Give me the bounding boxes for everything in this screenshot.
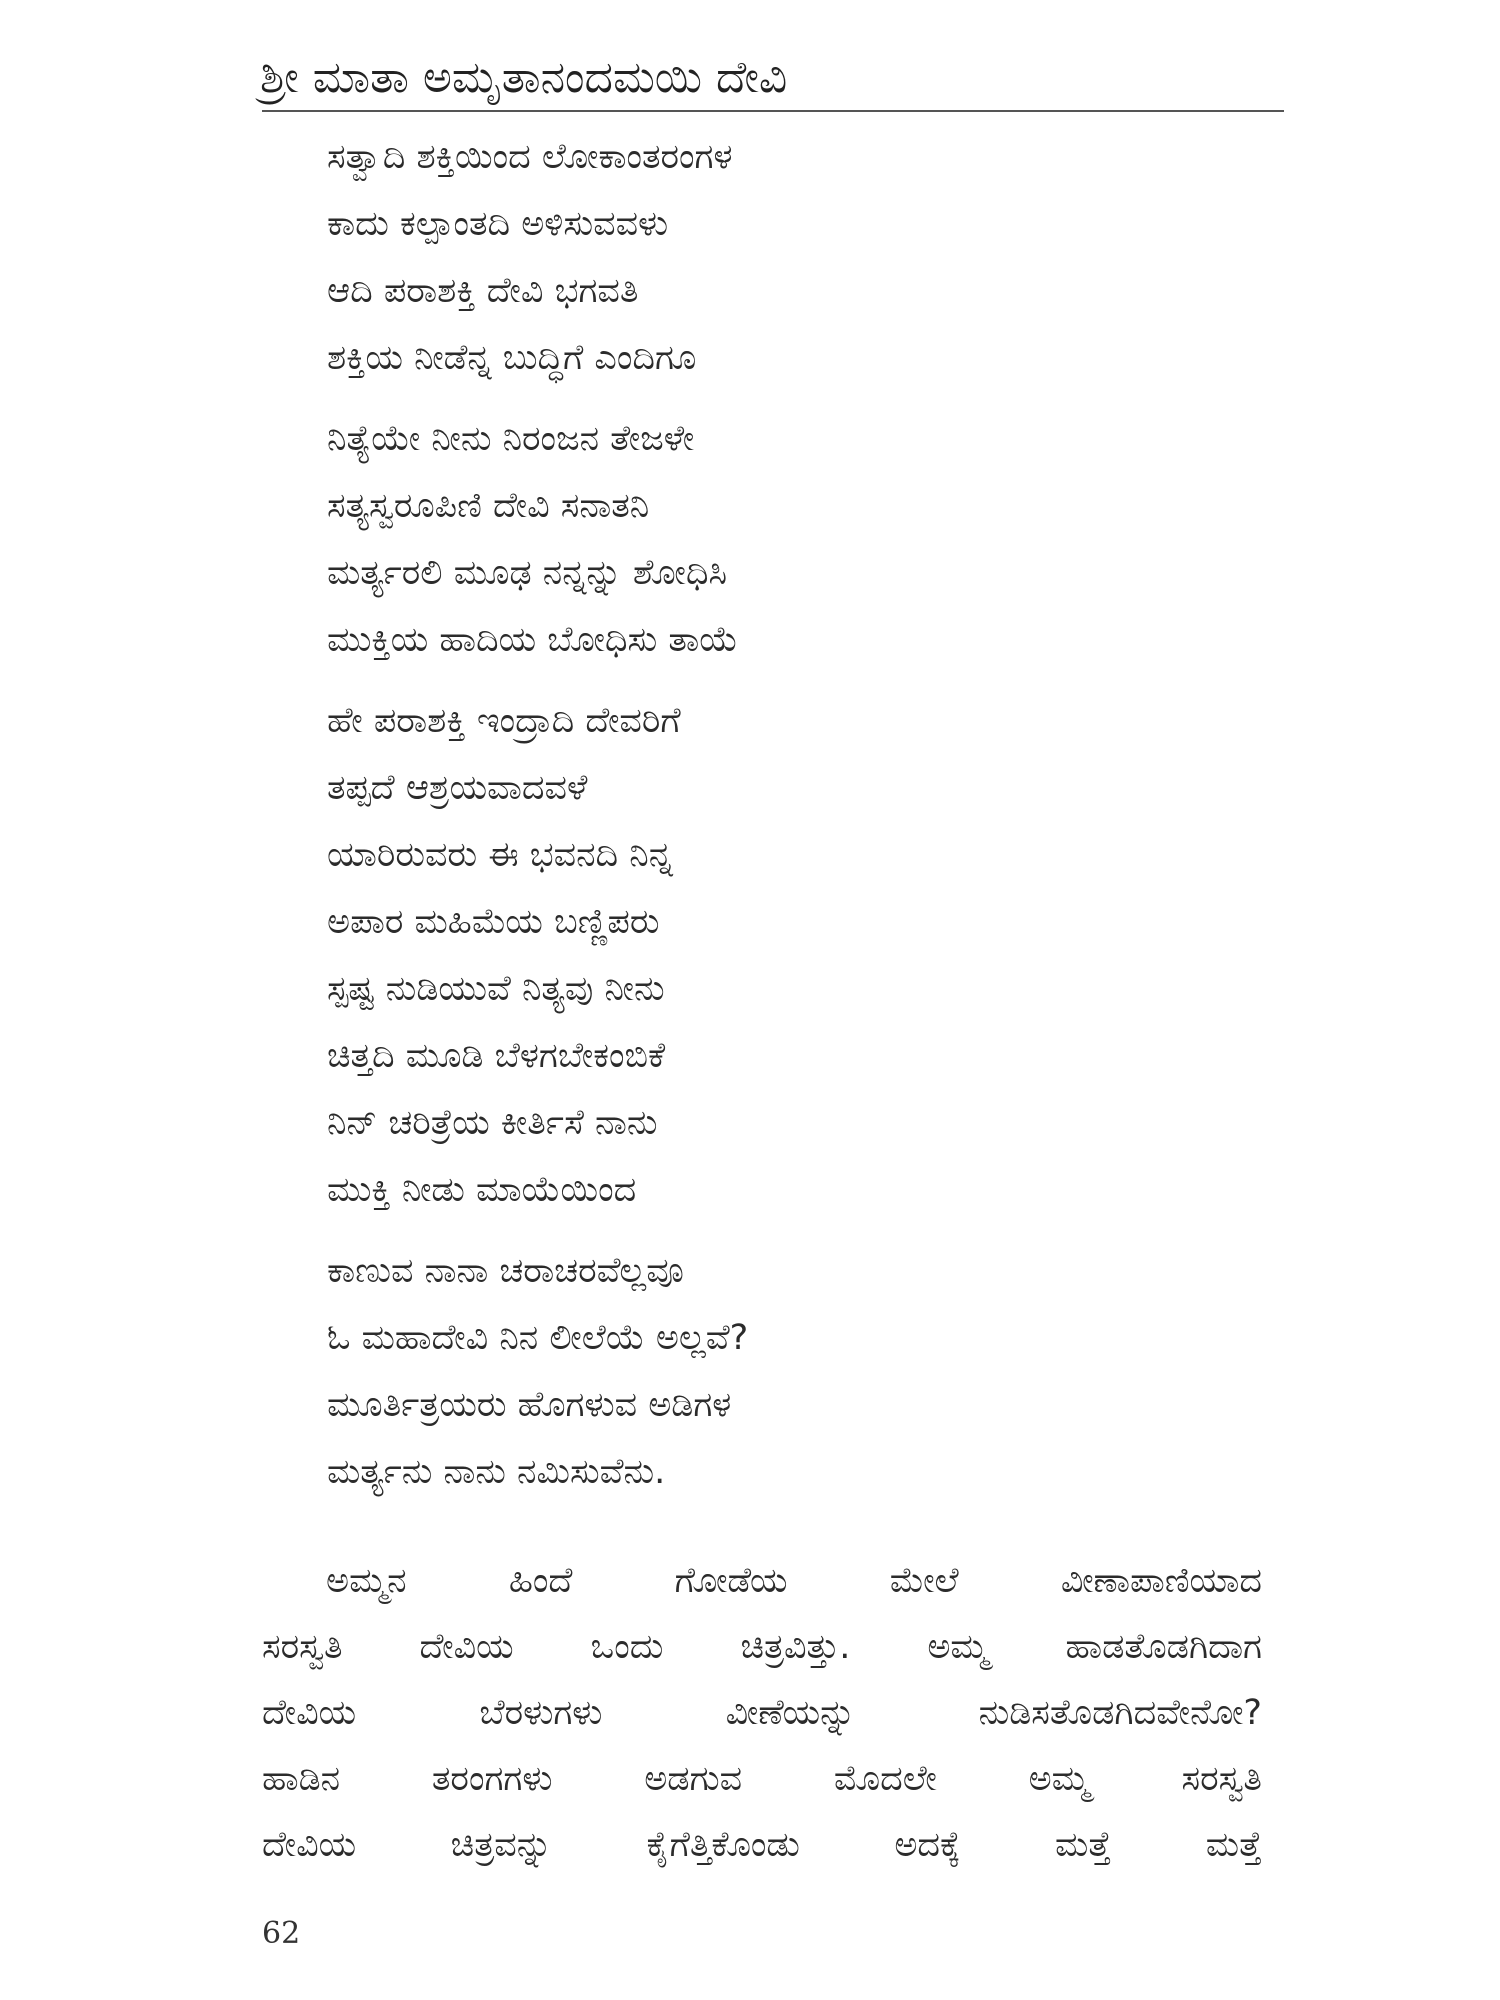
verse-line: ಕಾಣುವ ನಾನಾ ಚರಾಚರವೆಲ್ಲವೂ — [327, 1251, 684, 1291]
verse-line: ಶಕ್ತಿಯ ನೀಡೆನ್ನ ಬುದ್ಧಿಗೆ ಎಂದಿಗೂ — [327, 338, 697, 378]
verse-line: ಮರ್ತ್ಯರಲಿ ಮೂಢ ನನ್ನನ್ನು ಶೋಧಿಸಿ — [327, 553, 728, 593]
stanza-3 — [327, 688, 1227, 1224]
verse-line: ಯಾರಿರುವರು ಈ ಭವನದಿ ನಿನ್ನ — [327, 835, 673, 875]
stanza-2 — [327, 406, 1227, 674]
verse-line: ನಿನ್ ಚರಿತ್ರೆಯ ಕೀರ್ತಿಸೆ ನಾನು — [327, 1103, 658, 1143]
verse-line: ನಿತ್ಯೆಯೇ ನೀನು ನಿರಂಜನ ತೇಜಳೇ — [327, 419, 695, 459]
prose-line: ದೇವಿಯ ಚಿತ್ರವನ್ನು ಕೈಗೆತ್ತಿಕೊಂಡು ಅದಕ್ಕೆ ಮತ್ತೆ ಮತ್ತೆ — [262, 1825, 1262, 1865]
running-header: ಶ್ರೀ ಮಾತಾ ಅಮೃತಾನಂದಮಯಿ ದೇವಿ — [260, 52, 788, 103]
verse-line: ಆದಿ ಪರಾಶಕ್ತಿ ದೇವಿ ಭಗವತಿ — [327, 271, 639, 311]
verse-line: ತಪ್ಪದೆ ಆಶ್ರಯವಾದವಳೆ — [327, 768, 588, 808]
verse-line: ಮುಕ್ತಿಯ ಹಾದಿಯ ಬೋಧಿಸು ತಾಯೆ — [327, 620, 739, 660]
prose-line: ಸರಸ್ವತಿ ದೇವಿಯ ಒಂದು ಚಿತ್ರವಿತ್ತು. ಅಮ್ಮ ಹಾಡತೊಡಗಿದಾಗ — [262, 1627, 1262, 1667]
prose-paragraph — [262, 1548, 1262, 1878]
verse-line: ಸತ್ಯಸ್ವರೂಪಿಣಿ ದೇವಿ ಸನಾತನಿ — [327, 486, 650, 526]
prose-line: ದೇವಿಯ ಬೆರಳುಗಳು ವೀಣೆಯನ್ನು ನುಡಿಸತೊಡಗಿದವೇನೋ? — [262, 1693, 1262, 1733]
prose-line: ಅಮ್ಮನ ಹಿಂದೆ ಗೋಡೆಯ ಮೇಲೆ ವೀಣಾಪಾಣಿಯಾದ — [326, 1561, 1262, 1601]
stanza-gap — [327, 392, 1227, 406]
stanza-1 — [327, 124, 1227, 392]
prose-line: ಹಾಡಿನ ತರಂಗಗಳು ಅಡಗುವ ಮೊದಲೇ ಅಮ್ಮ ಸರಸ್ವತಿ — [262, 1759, 1262, 1799]
verse-line: ಅಪಾರ ಮಹಿಮೆಯ ಬಣ್ಣಿಪರು — [327, 902, 660, 942]
stanza-4 — [327, 1238, 1227, 1506]
verse-line: ಹೇ ಪರಾಶಕ್ತಿ ಇಂದ್ರಾದಿ ದೇವರಿಗೆ — [327, 701, 681, 741]
stanza-gap — [327, 1224, 1227, 1238]
verse-line: ಕಾದು ಕಲ್ಪಾಂತದಿ ಅಳಿಸುವವಳು — [327, 204, 669, 244]
verse-line: ಚಿತ್ತದಿ ಮೂಡಿ ಬೆಳಗಬೇಕಂಬಿಕೆ — [327, 1036, 666, 1076]
stanza-gap — [327, 674, 1227, 688]
poem — [327, 124, 1227, 1506]
verse-line: ಮೂರ್ತಿತ್ರಯರು ಹೊಗಳುವ ಅಡಿಗಳ — [327, 1385, 732, 1425]
verse-line: ಓ ಮಹಾದೇವಿ ನಿನ ಲೀಲೆಯೆ ಅಲ್ಲವೆ? — [327, 1318, 749, 1358]
page-number: 62 — [262, 1916, 301, 1951]
verse-line: ಮರ್ತ್ಯನು ನಾನು ನಮಿಸುವೆನು. — [327, 1452, 666, 1492]
header-rule — [262, 110, 1284, 112]
verse-line: ಸ್ಪಷ್ಟ ನುಡಿಯುವೆ ನಿತ್ಯವು ನೀನು — [327, 969, 665, 1009]
verse-line: ಮುಕ್ತಿ ನೀಡು ಮಾಯೆಯಿಂದ — [327, 1170, 637, 1210]
verse-line: ಸತ್ವಾದಿ ಶಕ್ತಿಯಿಂದ ಲೋಕಾಂತರಂಗಳ — [327, 137, 733, 177]
